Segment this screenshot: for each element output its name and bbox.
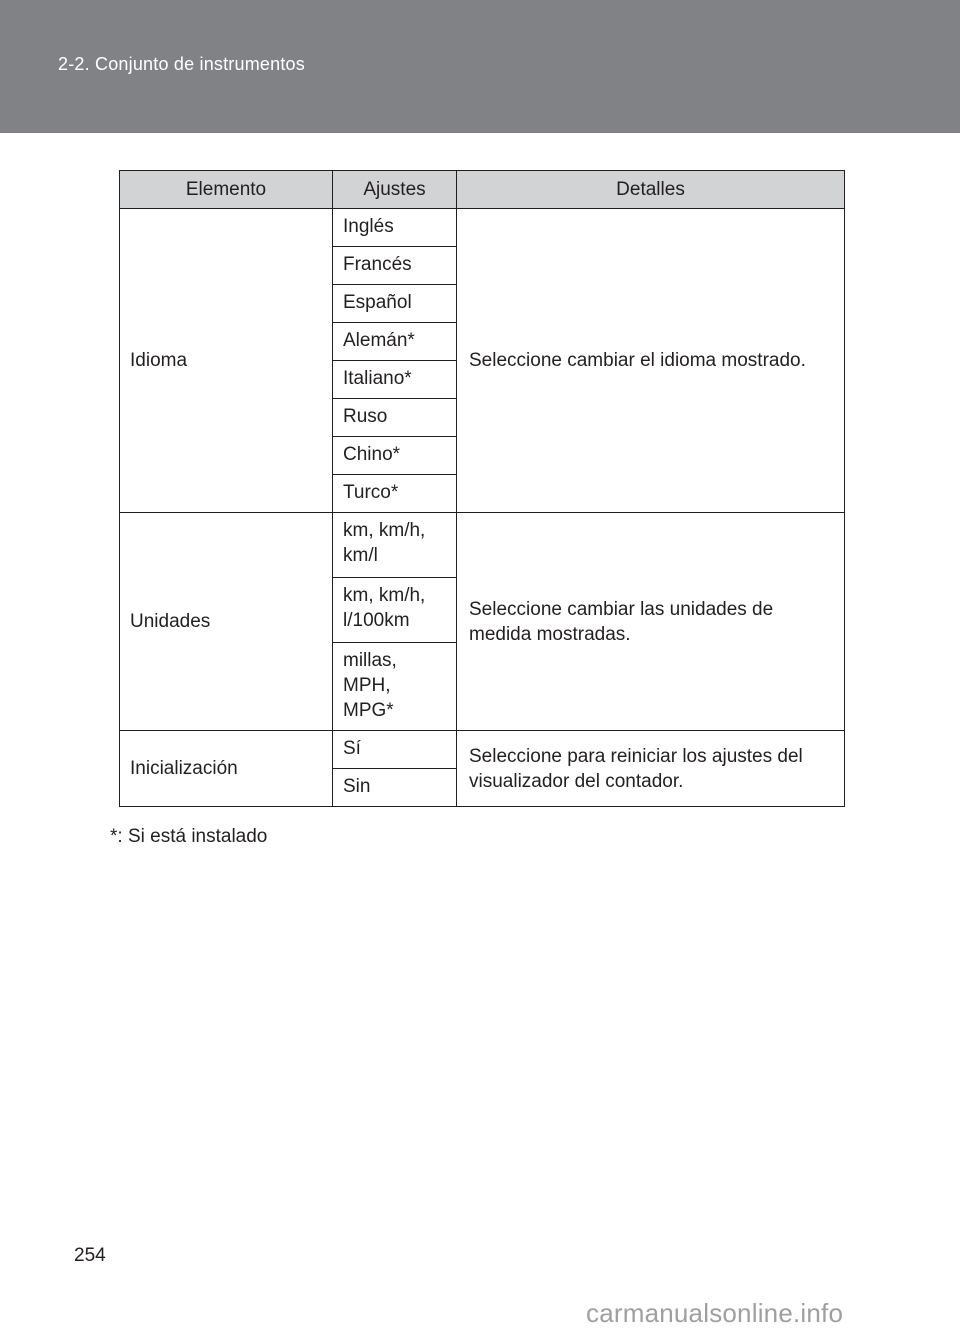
header-band bbox=[0, 0, 960, 133]
setting-cell: Chino* bbox=[333, 437, 457, 475]
table-row bbox=[120, 731, 845, 769]
element-cell-idioma: Idioma bbox=[120, 209, 333, 513]
element-cell-inicializacion: Inicialización bbox=[120, 731, 333, 807]
setting-cell: Inglés bbox=[333, 209, 457, 247]
setting-cell: Español bbox=[333, 285, 457, 323]
column-header-ajustes: Ajustes bbox=[333, 171, 457, 209]
details-cell-unidades: Seleccione cambiar las unidades de medida mostradas. bbox=[457, 513, 845, 731]
section-title: 2-2. Conjunto de instrumentos bbox=[58, 54, 305, 74]
column-header-detalles: Detalles bbox=[457, 171, 845, 209]
setting-cell: Ruso bbox=[333, 399, 457, 437]
setting-cell: km, km/h, km/l bbox=[333, 513, 457, 578]
setting-cell: Sí bbox=[333, 731, 457, 769]
details-cell-idioma: Seleccione cambiar el idioma mostrado. bbox=[457, 209, 845, 513]
settings-table bbox=[119, 170, 845, 807]
table-header-row bbox=[120, 171, 845, 209]
setting-cell: Francés bbox=[333, 247, 457, 285]
setting-cell: millas, MPH, MPG* bbox=[333, 643, 457, 731]
setting-cell: Italiano* bbox=[333, 361, 457, 399]
setting-cell: Turco* bbox=[333, 475, 457, 513]
table-row bbox=[120, 209, 845, 247]
column-header-elemento: Elemento bbox=[120, 171, 333, 209]
watermark: carmanualsonline.info bbox=[586, 1298, 844, 1328]
page-number: 254 bbox=[74, 1245, 106, 1266]
details-cell-inicializacion: Seleccione para reiniciar los ajustes del visualizador del contador. bbox=[457, 731, 845, 807]
footnote: *: Si está instalado bbox=[110, 826, 268, 847]
table-row bbox=[120, 513, 845, 578]
element-cell-unidades: Unidades bbox=[120, 513, 333, 731]
setting-cell: Sin bbox=[333, 769, 457, 807]
setting-cell: km, km/h, l/100km bbox=[333, 578, 457, 643]
setting-cell: Alemán* bbox=[333, 323, 457, 361]
